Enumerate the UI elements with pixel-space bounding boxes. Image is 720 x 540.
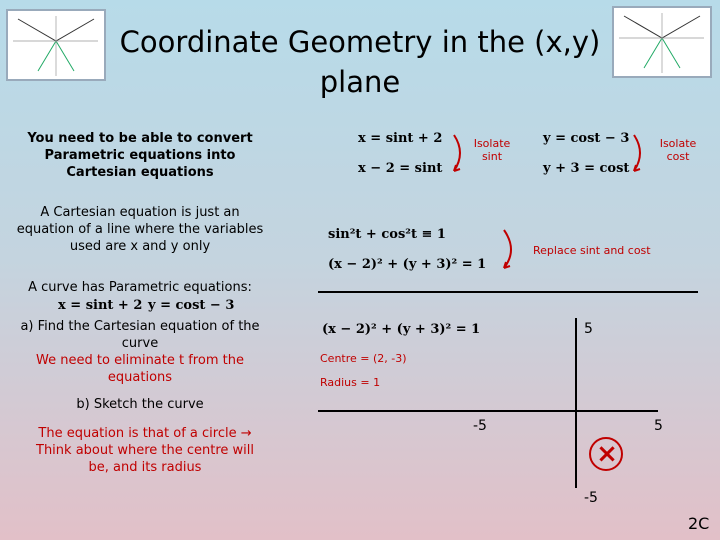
bracket-arrow-icon [630, 133, 650, 175]
divider [318, 291, 698, 293]
y-axis [575, 318, 577, 488]
note-isolate-sint: Isolate sint [473, 137, 511, 163]
note-isolate-cost: Isolate cost [659, 137, 697, 163]
note-replace: Replace sint and cost [533, 244, 651, 257]
radius-label: Radius = 1 [320, 376, 381, 389]
x-axis [318, 410, 658, 412]
param-eq-y: y = cost − 3 [148, 298, 235, 313]
step-eq-x: x = sint + 2 [358, 131, 443, 146]
part-b-hint: The equation is that of a circle → Think about where the centre will be, and its radius [36, 426, 254, 475]
intro-text: You need to be able to convert Parametric equations into Cartesian equations [27, 131, 253, 180]
trig-identity: sin²t + cos²t ≡ 1 [328, 227, 446, 242]
corner-thumbnail-left [6, 9, 106, 81]
step-eq-x-isolated: x − 2 = sint [358, 161, 443, 176]
centre-marker: × [596, 439, 618, 469]
part-a-question: a) Find the Cartesian equation of the curve [20, 319, 260, 351]
param-eq-x: x = sint + 2 [58, 298, 143, 313]
slide-number: 2C [688, 514, 710, 533]
part-a-hint: We need to eliminate t from the equations [36, 353, 244, 385]
corner-thumbnail-right [612, 6, 712, 78]
step-eq-y-isolated: y + 3 = cost [543, 161, 630, 176]
step-eq-y: y = cost − 3 [543, 131, 630, 146]
curve-intro: A curve has Parametric equations: [28, 280, 252, 295]
substituted-equation: (x − 2)² + (y + 3)² = 1 [328, 257, 487, 272]
curve-sketch-icon [614, 8, 710, 76]
bracket-arrow-icon [450, 133, 470, 175]
part-b-question: b) Sketch the curve [76, 397, 204, 412]
bracket-arrow-icon [500, 228, 524, 272]
curve-sketch-icon [8, 11, 104, 79]
circle-equation: (x − 2)² + (y + 3)² = 1 [322, 322, 481, 337]
slide-title: Coordinate Geometry in the (x,y) plane [119, 25, 601, 99]
x-tick-left: -5 [473, 418, 487, 434]
cartesian-definition: A Cartesian equation is just an equation of a line where the variables used are x and y only [16, 205, 264, 254]
x-tick-right: 5 [654, 418, 663, 434]
y-tick-top: 5 [584, 321, 593, 337]
y-tick-bottom: -5 [584, 490, 598, 506]
centre-label: Centre = (2, -3) [320, 352, 407, 365]
